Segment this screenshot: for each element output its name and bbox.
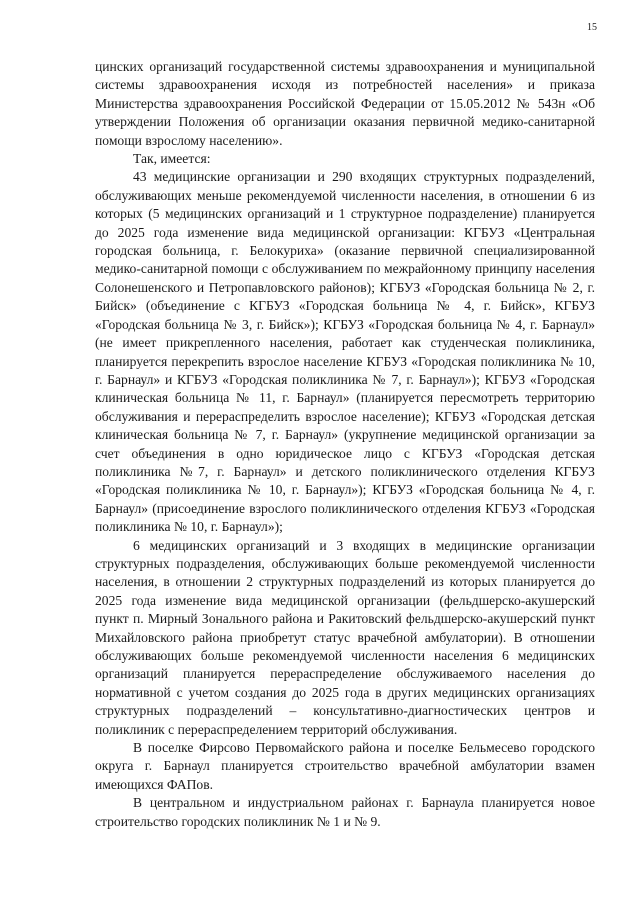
paragraph-continuation: цинских организаций государственной системы здравоохранения и муниципальной системы здравоохранения исходя из потребностей населения» и приказа Министерства здравоохранения Российской Федерации от 15.05.2012 № 543н «Об утверждении Положения об организации оказания первичной медико-санитарной помощи взрослому населению». (95, 59, 595, 148)
paragraph-intro: Так, имеется: (133, 151, 211, 167)
paragraph-over-served-organizations: 6 медицинских организаций и 3 входящих в медицинские организации структурных подразделения, обслуживающих больше рекомендуемой численности населения, в отношении 2 структурных подразделений из которых планируется до 2025 года изменение вида медицинской организации (фельдшерско-акушерский пункт п. Мирный Зонального района и Ракитовский фельдшерско-акушерский пункт Михайловского района приобретут статус врачебной амбулатории). В отношении обслуживающих больше рекомендуемой численности населения 6 медицинских организаций планируется перераспределение обслуживаемого населения до нормативной с учетом создания до 2025 года в других медицинских организациях структурных подразделений – консультативно-диагностических центров и поликлиник с перераспределением территорий обслуживания. (95, 537, 595, 737)
paragraph-ambulatory-construction: В поселке Фирсово Первомайского района и поселке Бельмесево городского округа г. Барнаул планируется строительство врачебной амбулатории взамен имеющихся ФАПов. (95, 740, 595, 792)
paragraph-under-served-organizations: 43 медицинские организации и 290 входящих структурных подразделений, обслуживающих меньше рекомендуемой численности населения, в отношении 6 из которых (5 медицинских организаций и 1 структурное подразделение) планируется до 2025 года изменение вида медицинской организации: КГБУЗ «Центральная городская больница, г. Белокуриха» (оказание первичной специализированной медико-санитарной помощи с обслуживанием по межрайонному принципу населения Солонешенского и Петропавловского районов); КГБУЗ «Городская больница № 2, г. Бийск» (объединение с КГБУЗ «Городская больница № 4, г. Бийск», КГБУЗ «Городская больница № 3, г. Бийск»); КГБУЗ «Городская больница № 4, г. Барнаул» (не имеет прикрепленного населения, работает как студенческая поликлиника, планируется перекрепить взрослое население КГБУЗ «Городская поликлиника № 10, г. Барнаул» и КГБУЗ «Городская поликлиника № 7, г. Барнаул»); КГБУЗ «Городская клиническая больница № 11, г. Барнаул» (планируется пересмотреть территорию обслуживания и перераспределить взрослое население); КГБУЗ «Городская детская клиническая больница № 7, г. Барнаул» (укрупнение медицинской организации за счет объединения в одно юридическое лицо с КГБУЗ «Городская детская поликлиника №7, г. Барнаул» и детского поликлинического отделения КГБУЗ «Городская поликлиника № 10, г. Барнаул»); КГБУЗ «Городская больница № 4, г. Барнаул» (присоединение взрослого поликлинического отделения КГБУЗ «Городская поликлиника № 10, г. Барнаул»); (95, 169, 595, 535)
document-body (95, 58, 595, 831)
page-number: 15 (587, 22, 597, 33)
paragraph-polyclinic-construction: В центральном и индустриальном районах г. Барнаула планируется новое строительство городских поликлиник № 1 и № 9. (95, 795, 595, 829)
